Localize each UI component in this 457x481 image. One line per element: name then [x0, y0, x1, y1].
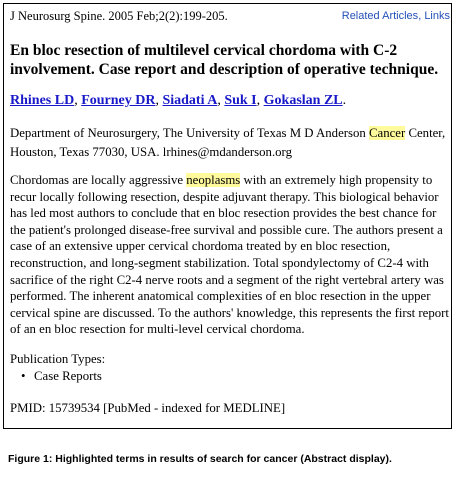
publication-type-item: • Case Reports: [34, 368, 102, 385]
affiliation-text: Center, Houston, Texas 77030, USA. lrhines@mdanderson.org: [10, 126, 446, 159]
affiliation: [10, 124, 450, 162]
links-link[interactable]: Links: [424, 10, 450, 22]
author-separator: ,: [256, 93, 264, 108]
highlighted-term: neoplasms: [186, 173, 241, 187]
publication-types-label: Publication Types:: [10, 352, 106, 366]
author-separator: ,: [217, 93, 225, 108]
related-links: [342, 10, 450, 22]
figure-caption: Figure 1: Highlighted terms in results of search for cancer (Abstract display).: [8, 453, 392, 465]
related-articles-link[interactable]: Related Articles: [341, 10, 419, 22]
publication-types-list: [34, 368, 102, 385]
author-list: [10, 92, 450, 110]
abstract-text: [10, 172, 452, 338]
article-title: En bloc resection of multilevel cervical chordoma with C-2 involvement. Case report and description of operative technique.: [10, 42, 439, 78]
citation-row: [10, 9, 450, 25]
author-link[interactable]: Rhines LD: [10, 93, 75, 108]
author-link[interactable]: Siadati A: [162, 93, 218, 108]
pmid-line: PMID: 15739534 [PubMed - indexed for MEDLINE]: [10, 401, 286, 415]
author-link[interactable]: Suk I: [224, 93, 257, 108]
abstract-text-rest: with an extremely high propensity to recur locally following resection, despite adjuvant therapy. This biological behavior has led most authors to conclude that en bloc resection provides the best chance for the patient's prolonged disease-free survival and possible cure. The authors present a case of an extensive upper cervical chordoma treated by en bloc resection, reconstruction, and long-segment stabilization. Total spondylectomy of C2-4 with sacrifice of the right C2-4 nerve roots and a segment of the right vertebral artery was performed. The inherent anatomical complexities of en bloc resection in the upper cervical spine are discussed. To the authors' knowledge, this represents the first report of an en bloc resection for multi-level cervical chordoma.: [10, 173, 449, 337]
affiliation-text: Department of Neurosurgery, The University of Texas M D Anderson: [10, 126, 369, 140]
author-link[interactable]: Gokaslan ZL: [263, 93, 343, 108]
author-separator: ,: [74, 93, 82, 108]
links-separator: ,: [418, 10, 425, 22]
author-link[interactable]: Fourney DR: [81, 93, 156, 108]
author-separator: .: [342, 93, 347, 108]
highlighted-term: Cancer: [369, 126, 406, 140]
abstract-text-start: Chordomas are locally aggressive: [10, 173, 187, 187]
citation: J Neurosurg Spine. 2005 Feb;2(2):199-205.: [10, 9, 228, 23]
abstract-frame: [3, 3, 452, 429]
author-separator: ,: [155, 93, 163, 108]
